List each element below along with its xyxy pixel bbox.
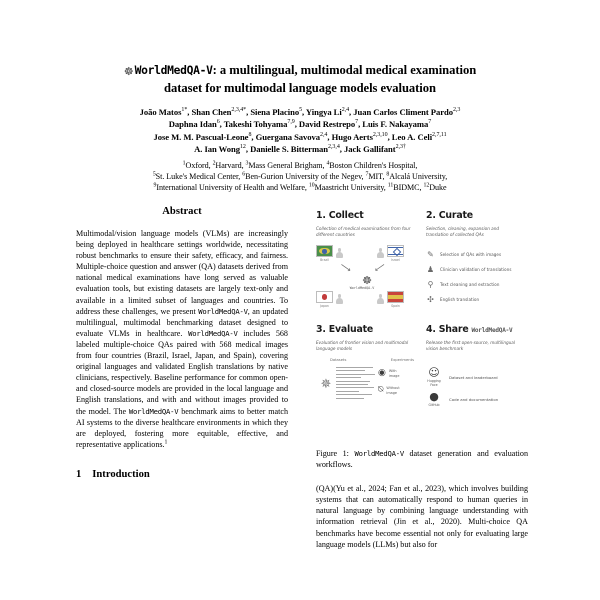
country-israel	[376, 245, 404, 262]
abstract-dataset-name: WorldMedQA-V	[188, 328, 238, 338]
flag-israel-icon	[387, 245, 404, 257]
title-rest: : a multilingual, multimodal medical examination	[212, 63, 477, 77]
curate-item	[426, 277, 528, 292]
huggingface-icon	[426, 367, 442, 387]
evaluate-without-image-label	[386, 386, 399, 394]
section-number: 1	[76, 468, 82, 480]
eye-open-icon: ◉	[378, 368, 386, 378]
quadrant-collect	[316, 210, 418, 317]
search-icon: ⚲	[427, 280, 434, 289]
author-line: A. Ian Wong$^{12}$, Danielle S. Bitterman$^{2,3,4}$, Jack Gallifant$^{2,3\dagger}$	[194, 144, 406, 155]
huggingface-caption: Hugging Face	[427, 379, 441, 387]
clinician-icon	[376, 248, 385, 259]
evaluate-with-image	[378, 369, 414, 378]
caption-prefix: Figure 1:	[316, 449, 355, 458]
pen-icon: ✎	[427, 250, 434, 259]
curate-item-list	[426, 247, 528, 307]
label-line-1: With	[388, 369, 397, 374]
workflow-diagram	[316, 206, 528, 438]
quadrant-curate-subtitle: Selection, cleaning, expansion and translation of collected QAs	[426, 226, 500, 237]
github-glyph: ●	[429, 390, 439, 403]
abstract-part: , an updated multilingual, multimodal benchmarking dataset designed to evaluate VLMs in healthcare.	[76, 306, 288, 338]
quadrant-share-title	[426, 324, 528, 335]
evaluate-body	[316, 365, 418, 405]
collect-graphic	[316, 245, 418, 317]
curate-item-label: Selection of QAs with images	[440, 252, 502, 257]
qa-text-lines	[336, 365, 378, 405]
caption-suffix: dataset generation and evaluation workflows.	[316, 449, 528, 470]
country-label: Spain	[391, 304, 400, 308]
share-item-label: Dataset and leaderboard	[449, 374, 498, 380]
country-japan	[316, 291, 344, 308]
quadrant-collect-title: 1. Collect	[316, 210, 364, 221]
clinician-icon	[376, 294, 385, 305]
abstract-part: benchmark aims to better match AI systems to the diverse healthcare environments in which they are deployed, fostering more equitable, effective, and representative applications.	[76, 406, 288, 449]
country-spain	[376, 291, 404, 308]
abstract-dataset-name: WorldMedQA-V	[198, 306, 248, 316]
right-column-body-text: (QA)(Yu et al., 2024; Fan et al., 2023), which involves building systems that can automatically respond to human queries in natural language by combining language understanding with information retrieval (Jin et al., 2020). Multi-choice QA benchmarks have become essential not only for evaluating large language models (LLMs) but also for	[316, 484, 528, 549]
eye-slash-icon: ⍉	[378, 385, 384, 395]
curate-item	[426, 247, 528, 262]
affiliation-line: $^9$International University of Health and Welfare, $^{10}$Maastricht University, $^{11}$BIDMC, $^{12}$Duke	[153, 182, 447, 193]
section-title: Introduction	[92, 468, 150, 480]
label-line-1: Without	[386, 386, 400, 391]
label-line-2: image	[386, 390, 397, 395]
author-line: Jose M. M. Pascual-Leone$^8$, Guergana Savova$^{2,4}$, Hugo Aerts$^{2,3,10}$, Leo A. Celi$^{2,7,11}$	[153, 131, 447, 142]
country-label: Brazil	[320, 258, 329, 262]
abstract-dataset-name: WorldMedQA-V	[128, 406, 179, 416]
flag-brazil-icon	[316, 245, 333, 257]
center-dataset-label: WorldMedQA-V	[349, 286, 375, 290]
translate-icon: ✣	[427, 295, 434, 304]
clinician-icon: ♟	[426, 265, 435, 274]
arrow-icon: ⟶	[372, 260, 388, 275]
curate-item-label: English translation	[440, 297, 480, 302]
affiliation-list	[58, 156, 542, 194]
section-heading-introduction	[76, 469, 288, 480]
share-item-list	[426, 366, 528, 410]
evaluate-col-experiments: Experiments	[390, 358, 414, 362]
evaluate-without-image	[378, 386, 414, 395]
abstract-heading: Abstract	[162, 206, 202, 217]
worldmedqa-logo-icon: ✵	[320, 377, 332, 392]
page-title	[70, 62, 530, 97]
affiliation-line: $^1$Oxford, $^2$Harvard, $^3$Mass General Brigham, $^4$Boston Children's Hospital,	[182, 159, 418, 170]
quadrant-evaluate	[316, 324, 418, 418]
worldmedqa-logo-icon: ☸	[362, 274, 372, 287]
title-block	[70, 0, 530, 97]
share-item-github	[426, 388, 528, 410]
quadrant-share	[426, 324, 528, 410]
share-item-label: Code and documentation	[449, 396, 499, 402]
curate-item-label: Clinician validation of translations	[440, 267, 512, 272]
abstract-part: includes 568 labeled multiple-choice QAs paired with 568 medical images from four countries (Brazil, Israel, Japan, and Spain), covering original languages and validated English translations by native clinicians, respectively. Baseline performance for common open- and closed-source models are provided in the local language and English translations, and with and without images provided to the model. The	[76, 328, 288, 416]
arrow-icon: ⟶	[338, 260, 354, 275]
evaluate-with-image-label	[389, 369, 400, 377]
curate-item-label: Text cleaning and extraction	[440, 282, 500, 287]
abstract-part: Multimodal/vision language models (VLMs) are increasingly being deployed in healthcare settings worldwide, necessitating robust benchmarks to ensure their safety, efficacy, and fairness. Multiple-choice question and answer (QA) datasets derived from national medical examinations have long served as valuable evaluation tools, but existing datasets are largely text-only and available in a limited subset of languages and countries. To address these challenges, we present	[76, 229, 288, 316]
flag-spain-icon	[387, 291, 404, 303]
country-label: Japan	[320, 304, 329, 308]
evaluate-col-datasets: Datasets	[330, 358, 347, 362]
affiliation-line: $^5$St. Luke's Medical Center, $^6$Ben-Gurion University of the Negev, $^7$MIT, $^8$Alcalá University,	[152, 171, 448, 182]
share-title-text: 4. Share	[426, 324, 469, 335]
quadrant-curate-title: 2. Curate	[426, 210, 473, 221]
evaluate-graphic	[316, 358, 418, 418]
left-column	[76, 206, 288, 550]
curate-item	[426, 262, 528, 277]
quadrant-curate	[426, 210, 528, 307]
author-line: João Matos$^{1*}$, Shan Chen$^{2,3,4*}$, Siena Placino$^5$, Yingya Li$^{2,4}$, Juan Carlos Climent Pardo$^{2,3}$	[139, 107, 461, 117]
right-column	[316, 206, 528, 550]
label-line-2: image	[388, 373, 400, 378]
worldmedqa-logo-icon: ☸	[123, 65, 134, 78]
share-logo-label: WorldMedQA-V	[471, 327, 513, 334]
caption-dataset-name: WorldMedQA-V	[354, 449, 404, 458]
quadrant-collect-subtitle: Collection of medical examinations from four different countries	[316, 226, 411, 237]
abstract-text	[76, 228, 288, 450]
title-line-2: dataset for multimodal language models evaluation	[164, 81, 436, 95]
clinician-icon	[335, 248, 344, 259]
title-mono-name: WorldMedQA-V	[134, 64, 213, 77]
country-label: Israel	[391, 258, 400, 262]
body-columns	[76, 206, 528, 550]
country-brazil	[316, 245, 344, 262]
share-item-huggingface	[426, 366, 528, 388]
figure-caption	[316, 448, 528, 470]
huggingface-glyph: ☺	[428, 366, 440, 379]
figure-1	[316, 206, 528, 470]
author-line: Daphna Idan$^6$, Takeshi Tohyama$^{7,9}$, David Restrepo$^7$, Luis F. Nakayama$^7$	[168, 119, 432, 130]
flag-japan-icon	[316, 291, 333, 303]
evaluate-model-column	[378, 365, 414, 405]
quadrant-evaluate-title: 3. Evaluate	[316, 324, 374, 335]
author-list	[60, 97, 540, 156]
evaluate-column-headers	[316, 358, 418, 362]
curate-item	[426, 292, 528, 307]
github-caption: GitHub	[428, 403, 440, 407]
center-dataset-logo	[349, 274, 380, 290]
clinician-icon	[335, 294, 344, 305]
footnote-marker: 1	[164, 439, 168, 446]
quadrant-evaluate-subtitle: Evaluation of frontier vision and multimodal language models	[316, 340, 409, 351]
github-icon	[426, 391, 442, 407]
quadrant-share-subtitle: Release the first open-source, multilingual vision benchmark	[426, 340, 516, 351]
